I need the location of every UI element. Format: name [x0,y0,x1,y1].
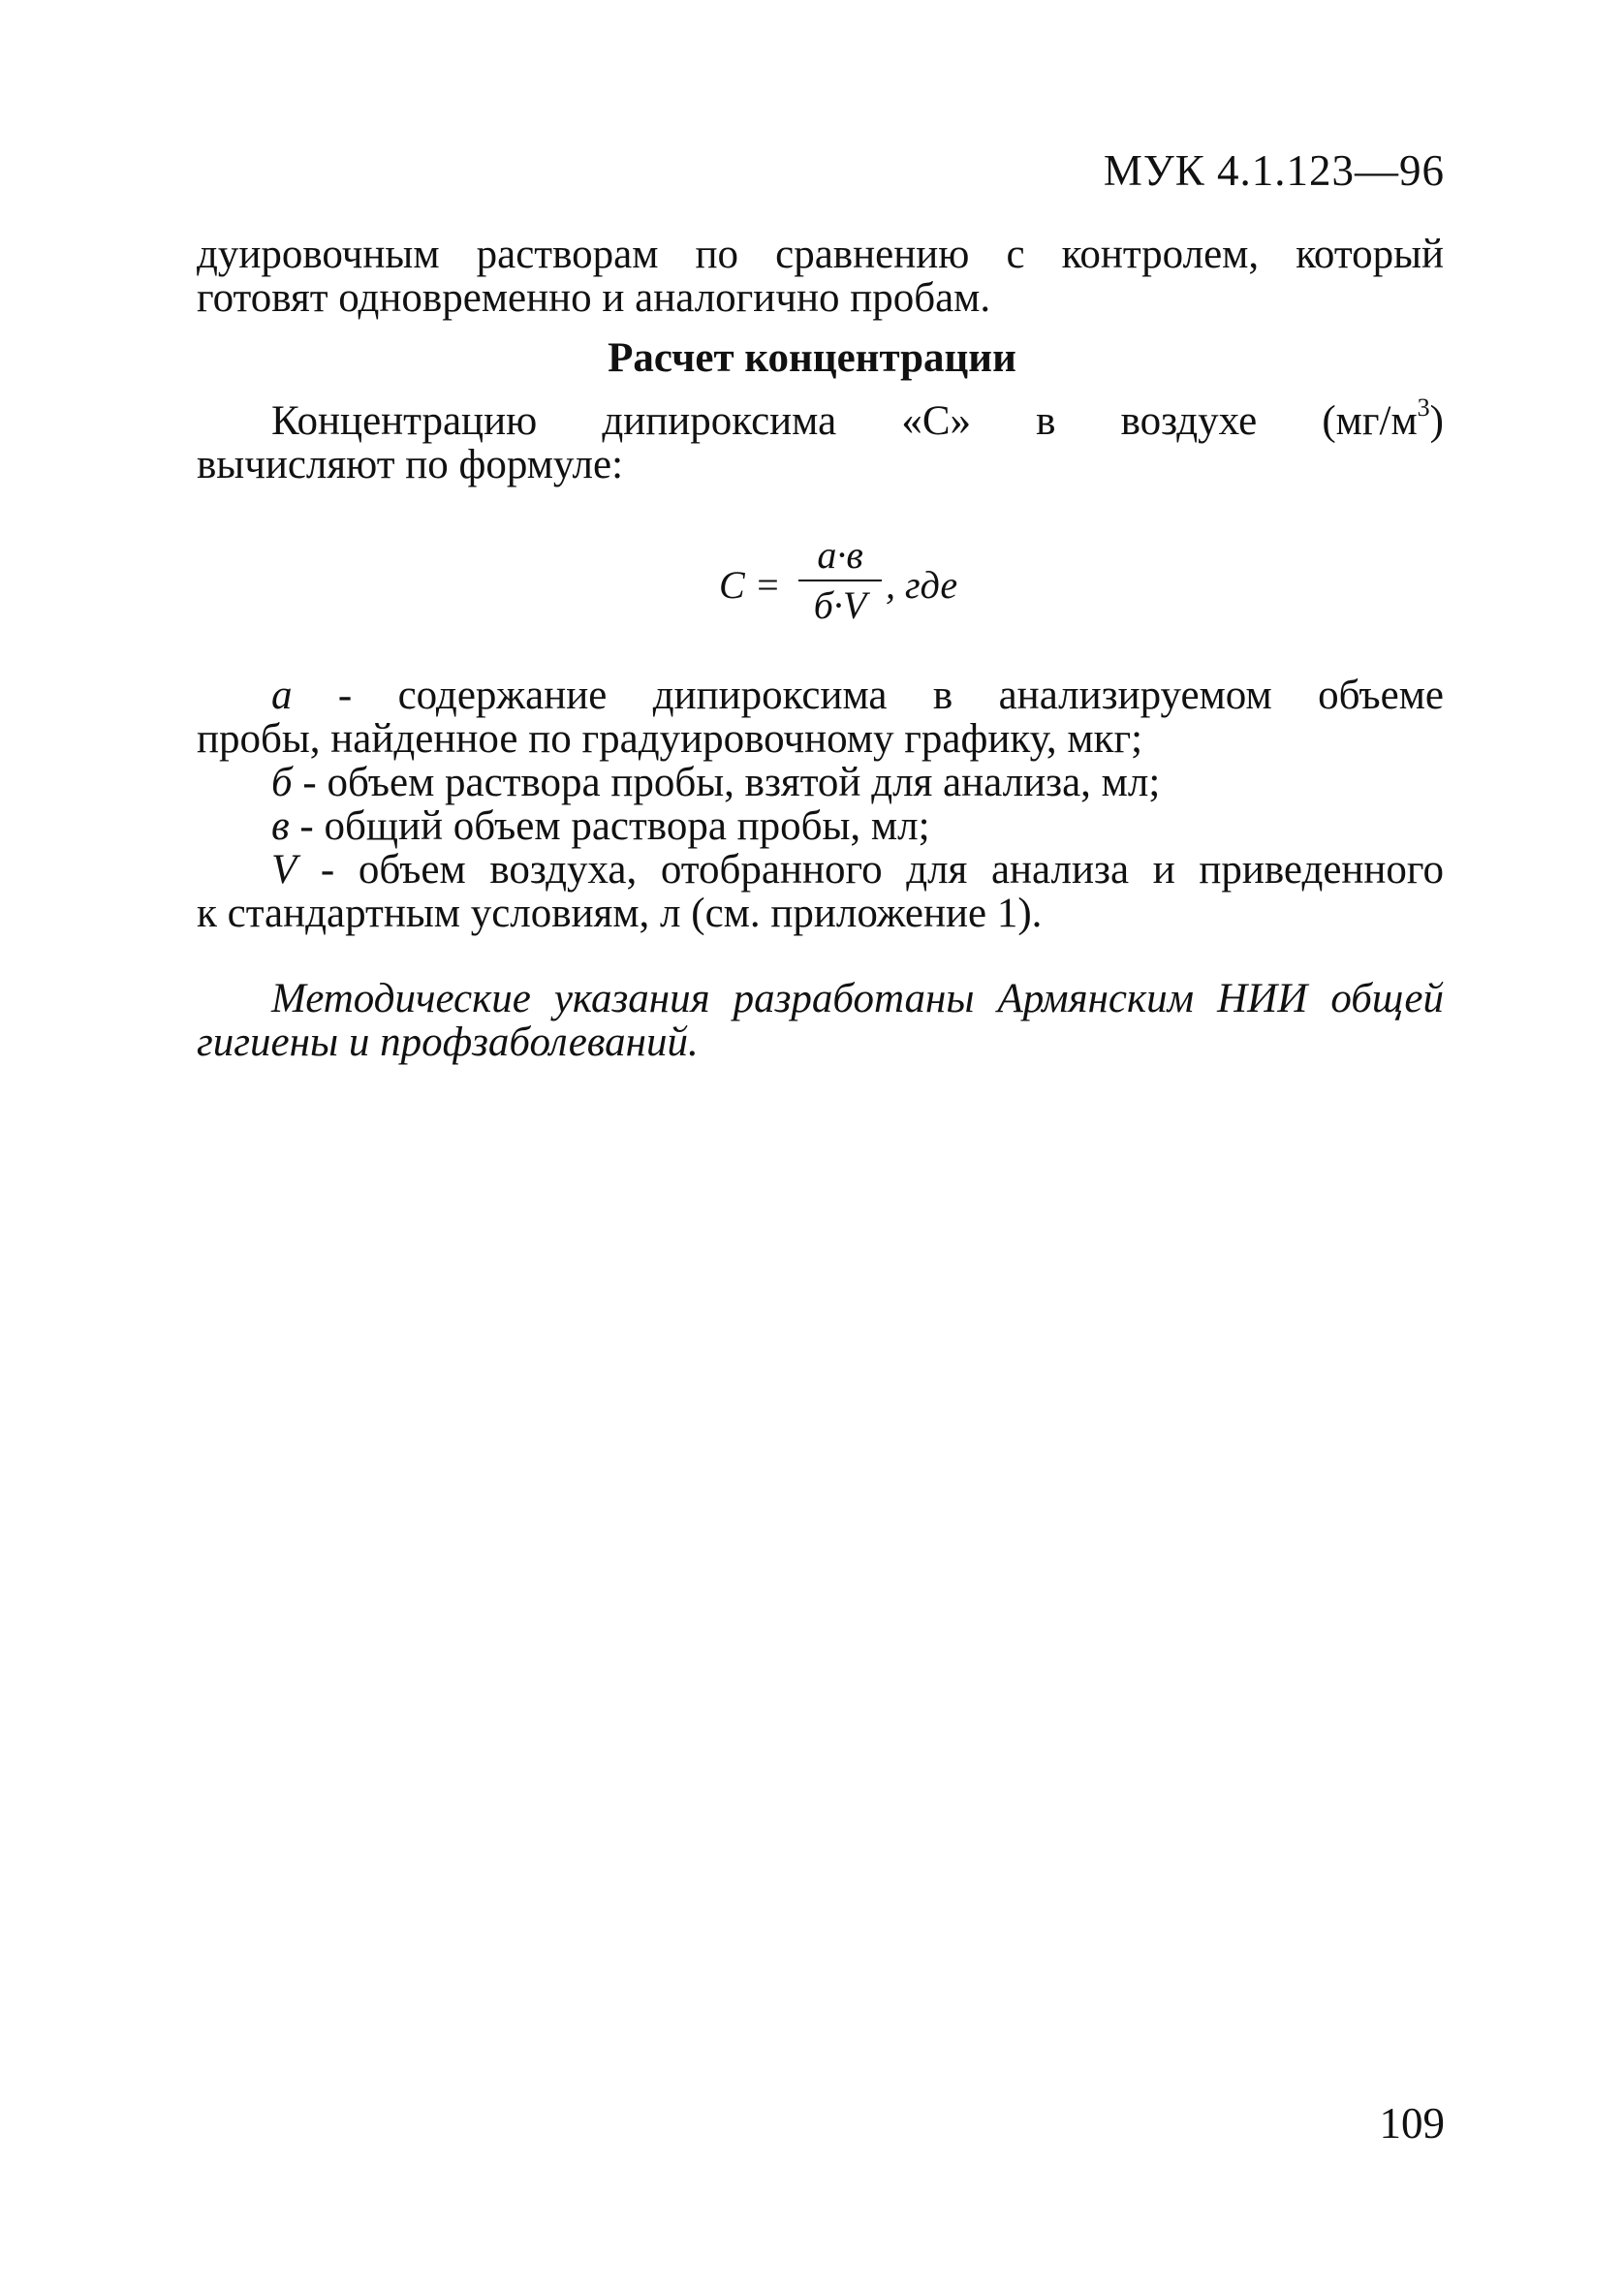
definition-a-line-2: пробы, найденное по градуировочному графику, мкг; [197,716,1143,762]
intro-paragraph [197,233,1444,320]
definition-b-text-1: - объем раствора пробы, взятой для анализа, мл; [292,760,1161,805]
formula-tail: , где [886,563,958,607]
definition-b-variable: б [271,760,293,805]
definition-a-variable: а [271,673,293,718]
definition-v-variable: в [271,803,290,849]
definition-v-line-1 [197,804,1444,848]
definition-volume-text-1: - объем воздуха, отобранного для анализа и приведенного [297,847,1444,893]
note-line-1: Методические указания разработаны Армянским НИИ общей [271,976,1444,1021]
note-line-2: гигиены и профзаболеваний. [197,1020,699,1065]
intro-line-2: готовят одновременно и аналогично пробам. [197,275,991,321]
definition-b-line-1 [197,761,1444,804]
calc-line-1-superscript: 3 [1417,392,1430,422]
definition-volume-line-2: к стандартным условиям, л (см. приложение 1). [197,891,1043,936]
definition-a-line-1 [197,674,1444,717]
definition-volume-variable: V [271,847,297,893]
definition-volume-line-1 [197,848,1444,892]
definition-a-text-1: - содержание дипироксима в анализируемом объеме [292,673,1444,718]
formula-fraction-bar [798,580,882,581]
calc-paragraph [197,392,1444,487]
formula-denominator: б·V [813,583,867,627]
authorship-note [197,977,1444,1064]
definition-v-text-1: - общий объем раствора пробы, мл; [289,803,930,849]
concentration-formula [719,535,990,642]
formula-fraction [796,535,884,626]
calc-line-1 [197,392,1444,444]
section-heading: Расчет концентрации [608,335,1016,381]
page-number: 109 [1379,2099,1445,2148]
document-code-header: МУК 4.1.123—96 [1103,146,1445,195]
formula-numerator: а·в [817,533,863,577]
intro-line-1: дуировочным растворам по сравнению с контролем, который [197,232,1444,277]
formula-lhs: С = [719,563,781,607]
calc-line-2: вычисляют по формуле: [197,442,624,487]
definitions-list [197,674,1444,935]
calc-line-1-end: ) [1429,398,1444,444]
calc-line-1-text: Концентрацию дипироксима «С» в воздухе (мг/м [271,398,1418,444]
